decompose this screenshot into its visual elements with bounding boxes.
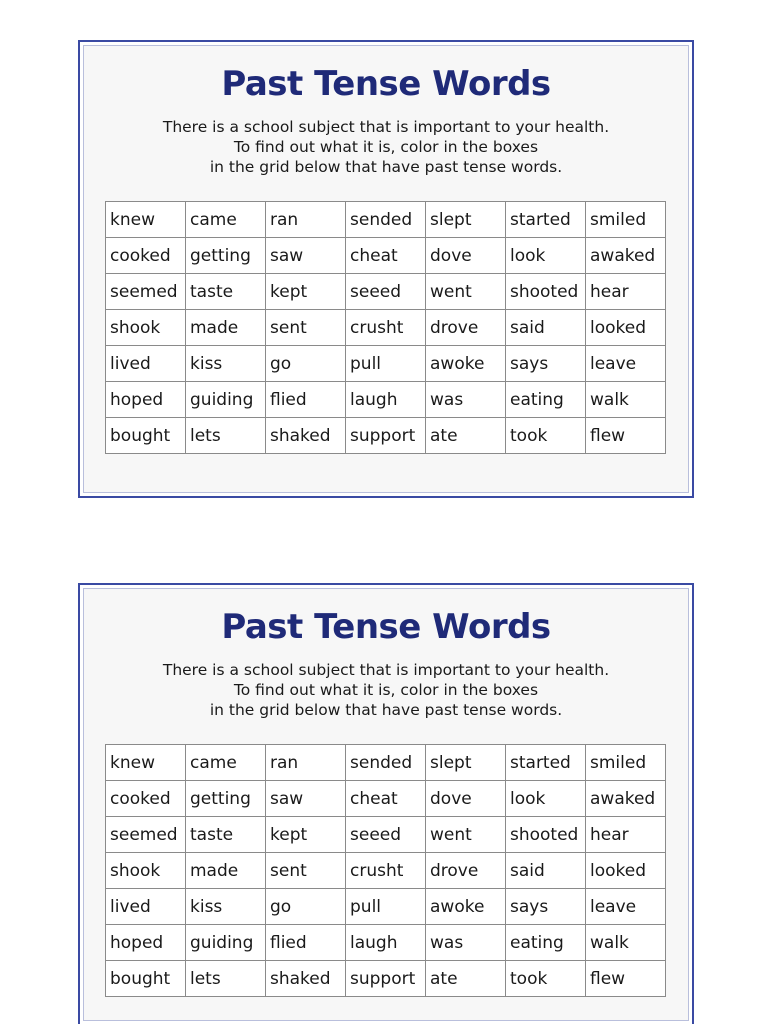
grid-cell[interactable]: shook bbox=[106, 853, 186, 889]
grid-cell[interactable]: took bbox=[506, 961, 586, 997]
grid-cell[interactable]: slept bbox=[426, 745, 506, 781]
instruction-line: in the grid below that have past tense words. bbox=[209, 158, 563, 176]
grid-cell[interactable]: smiled bbox=[586, 745, 666, 781]
grid-row bbox=[106, 961, 666, 997]
grid-cell[interactable]: ate bbox=[426, 961, 506, 997]
grid-cell[interactable]: walk bbox=[586, 382, 666, 418]
instruction-line: To find out what it is, color in the boxes bbox=[233, 138, 539, 156]
grid-cell[interactable]: lived bbox=[106, 889, 186, 925]
grid-row bbox=[106, 745, 666, 781]
grid-cell[interactable]: lived bbox=[106, 346, 186, 382]
grid-cell[interactable]: awaked bbox=[586, 781, 666, 817]
grid-cell[interactable]: walk bbox=[586, 925, 666, 961]
grid-cell[interactable]: took bbox=[506, 418, 586, 454]
grid-row bbox=[106, 202, 666, 238]
grid-cell[interactable]: kiss bbox=[186, 889, 266, 925]
grid-cell[interactable]: said bbox=[506, 310, 586, 346]
instruction-line: in the grid below that have past tense words. bbox=[209, 701, 563, 719]
grid-row bbox=[106, 238, 666, 274]
grid-cell[interactable]: awoke bbox=[426, 346, 506, 382]
grid-cell[interactable]: ran bbox=[266, 745, 346, 781]
grid-cell[interactable]: looked bbox=[586, 853, 666, 889]
grid-cell[interactable]: went bbox=[426, 817, 506, 853]
grid-cell[interactable]: saw bbox=[266, 781, 346, 817]
grid-cell[interactable]: laugh bbox=[346, 382, 426, 418]
worksheet-instructions bbox=[80, 117, 692, 177]
grid-cell[interactable]: cheat bbox=[346, 238, 426, 274]
grid-cell[interactable]: kiss bbox=[186, 346, 266, 382]
grid-cell[interactable]: says bbox=[506, 889, 586, 925]
grid-cell[interactable]: support bbox=[346, 961, 426, 997]
worksheet-title: Past Tense Words bbox=[221, 64, 551, 104]
grid-cell[interactable]: said bbox=[506, 853, 586, 889]
grid-cell[interactable]: flied bbox=[266, 925, 346, 961]
grid-cell[interactable]: sended bbox=[346, 202, 426, 238]
grid-cell[interactable]: went bbox=[426, 274, 506, 310]
grid-cell[interactable]: getting bbox=[186, 238, 266, 274]
grid-cell[interactable]: leave bbox=[586, 889, 666, 925]
instruction-line: To find out what it is, color in the boxes bbox=[233, 681, 539, 699]
grid-cell[interactable]: support bbox=[346, 418, 426, 454]
grid-cell[interactable]: crusht bbox=[346, 853, 426, 889]
grid-cell[interactable]: shooted bbox=[506, 274, 586, 310]
grid-cell[interactable]: shook bbox=[106, 310, 186, 346]
grid-cell[interactable]: was bbox=[426, 382, 506, 418]
worksheet-instructions bbox=[80, 660, 692, 720]
grid-cell[interactable]: dove bbox=[426, 781, 506, 817]
grid-row bbox=[106, 817, 666, 853]
grid-cell[interactable]: eating bbox=[506, 925, 586, 961]
grid-cell[interactable]: flew bbox=[586, 961, 666, 997]
grid-cell[interactable]: saw bbox=[266, 238, 346, 274]
grid-cell[interactable]: cooked bbox=[106, 238, 186, 274]
grid-cell[interactable]: guiding bbox=[186, 925, 266, 961]
grid-cell[interactable]: hoped bbox=[106, 925, 186, 961]
grid-cell[interactable]: sended bbox=[346, 745, 426, 781]
grid-cell[interactable]: started bbox=[506, 745, 586, 781]
grid-cell[interactable]: came bbox=[186, 745, 266, 781]
grid-cell[interactable]: ran bbox=[266, 202, 346, 238]
grid-cell[interactable]: getting bbox=[186, 781, 266, 817]
grid-cell[interactable]: shooted bbox=[506, 817, 586, 853]
grid-cell[interactable]: hear bbox=[586, 274, 666, 310]
grid-cell[interactable]: lets bbox=[186, 418, 266, 454]
grid-cell[interactable]: knew bbox=[106, 745, 186, 781]
worksheet-title: Past Tense Words bbox=[221, 607, 551, 647]
grid-cell[interactable]: sent bbox=[266, 853, 346, 889]
grid-cell[interactable]: looked bbox=[586, 310, 666, 346]
grid-cell[interactable]: awoke bbox=[426, 889, 506, 925]
grid-cell[interactable]: pull bbox=[346, 346, 426, 382]
grid-row bbox=[106, 853, 666, 889]
grid-row bbox=[106, 418, 666, 454]
grid-cell[interactable]: slept bbox=[426, 202, 506, 238]
grid-cell[interactable]: taste bbox=[186, 274, 266, 310]
grid-cell[interactable]: seeed bbox=[346, 817, 426, 853]
grid-row bbox=[106, 274, 666, 310]
grid-cell[interactable]: guiding bbox=[186, 382, 266, 418]
grid-cell[interactable]: shaked bbox=[266, 961, 346, 997]
grid-row bbox=[106, 889, 666, 925]
grid-cell[interactable]: kept bbox=[266, 817, 346, 853]
grid-cell[interactable]: made bbox=[186, 853, 266, 889]
grid-cell[interactable]: lets bbox=[186, 961, 266, 997]
grid-cell[interactable]: drove bbox=[426, 853, 506, 889]
grid-row bbox=[106, 382, 666, 418]
grid-cell[interactable]: smiled bbox=[586, 202, 666, 238]
grid-cell[interactable]: leave bbox=[586, 346, 666, 382]
grid-row bbox=[106, 925, 666, 961]
grid-cell[interactable]: laugh bbox=[346, 925, 426, 961]
grid-cell[interactable]: eating bbox=[506, 382, 586, 418]
grid-cell[interactable]: came bbox=[186, 202, 266, 238]
grid-cell[interactable]: was bbox=[426, 925, 506, 961]
grid-cell[interactable]: hear bbox=[586, 817, 666, 853]
grid-cell[interactable]: cheat bbox=[346, 781, 426, 817]
grid-cell[interactable]: seemed bbox=[106, 274, 186, 310]
grid-cell[interactable]: says bbox=[506, 346, 586, 382]
grid-cell[interactable]: flew bbox=[586, 418, 666, 454]
grid-cell[interactable]: made bbox=[186, 310, 266, 346]
grid-cell[interactable]: seeed bbox=[346, 274, 426, 310]
grid-cell[interactable]: kept bbox=[266, 274, 346, 310]
word-grid bbox=[105, 201, 666, 454]
grid-cell[interactable]: sent bbox=[266, 310, 346, 346]
grid-cell[interactable]: go bbox=[266, 889, 346, 925]
grid-cell[interactable]: started bbox=[506, 202, 586, 238]
grid-row bbox=[106, 781, 666, 817]
instruction-line: There is a school subject that is important to your health. bbox=[162, 118, 610, 136]
worksheet-card bbox=[78, 583, 694, 1024]
grid-cell[interactable]: seemed bbox=[106, 817, 186, 853]
grid-cell[interactable]: flied bbox=[266, 382, 346, 418]
grid-row bbox=[106, 346, 666, 382]
grid-cell[interactable]: bought bbox=[106, 961, 186, 997]
grid-cell[interactable]: knew bbox=[106, 202, 186, 238]
grid-cell[interactable]: ate bbox=[426, 418, 506, 454]
grid-cell[interactable]: shaked bbox=[266, 418, 346, 454]
worksheet-card bbox=[78, 40, 694, 498]
grid-cell[interactable]: cooked bbox=[106, 781, 186, 817]
grid-cell[interactable]: go bbox=[266, 346, 346, 382]
grid-cell[interactable]: look bbox=[506, 238, 586, 274]
instruction-line: There is a school subject that is important to your health. bbox=[162, 661, 610, 679]
grid-cell[interactable]: look bbox=[506, 781, 586, 817]
word-grid bbox=[105, 744, 666, 997]
grid-cell[interactable]: crusht bbox=[346, 310, 426, 346]
grid-cell[interactable]: pull bbox=[346, 889, 426, 925]
grid-cell[interactable]: taste bbox=[186, 817, 266, 853]
grid-cell[interactable]: dove bbox=[426, 238, 506, 274]
grid-cell[interactable]: drove bbox=[426, 310, 506, 346]
grid-cell[interactable]: bought bbox=[106, 418, 186, 454]
grid-cell[interactable]: hoped bbox=[106, 382, 186, 418]
grid-row bbox=[106, 310, 666, 346]
grid-cell[interactable]: awaked bbox=[586, 238, 666, 274]
